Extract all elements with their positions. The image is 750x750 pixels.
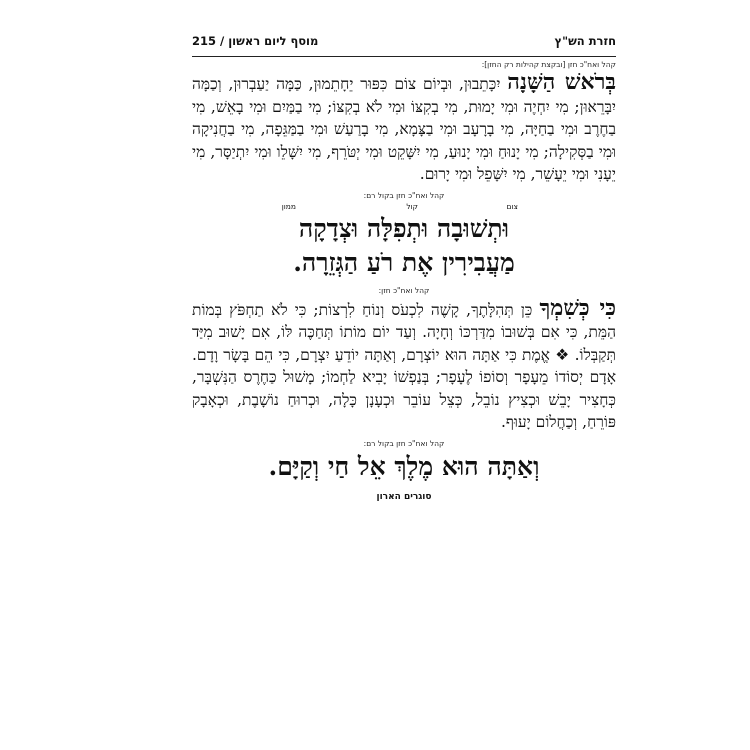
bold-line-3: וְאַתָּה הוּא מֶלֶךְ אֵל חַי וְקַיָּם. — [268, 451, 540, 481]
header-rule — [192, 56, 616, 57]
gloss-row — [280, 202, 528, 212]
header-section-title: חזרת הש"ץ — [554, 34, 616, 48]
paragraph-text: כֵּן תְּהִלָּתֶךָ, קָשֶׁה לִכְעֹס וְנוֹחַ לִרְצוֹת; כִּי לֹא תַחְפֹּץ בְּמוֹת הַמֵּת, כִּי אִם בְּשׁוּבוֹ מִדַּרְכּוֹ וְחָיָה. וְעַד יוֹם מוֹתוֹ תְּחַכֶּה לּוֹ, אִם יָשׁוּב מִיַּד תְּקַבְּלוֹ. ❖ אֱמֶת כִּי אַתָּה הוּא יוֹצְרָם, וְאַתָּה יוֹדֵעַ יִצְרָם, כִּי הֵם בָּשָׂר וָדָם. אָדָם יְסוֹדוֹ מֵעָפָר וְסוֹפוֹ לֶעָפָר; בְּנַפְשׁוֹ יָבִיא לַחְמוֹ; מָשׁוּל כַּחֶרֶס הַנִּשְׁבָּר, כְּחָצִיר יָבֵשׁ וּכְצִיץ נוֹבֵל, כְּצֵל עוֹבֵר וּכְעָנָן כָּלָה, וּכְרוּחַ נוֹשָׁבֶת, וּכְאָבָק פּוֹרֵחַ, וְכַחֲלוֹם יָעוּף. — [192, 300, 616, 431]
header-page-title: מוסף ליום ראשון / 215 — [192, 34, 319, 48]
prayer-paragraph-1 — [192, 71, 616, 186]
gloss-voice: קול — [406, 201, 418, 211]
opening-words: כִּי כְּשִׁמְךָ — [539, 294, 617, 321]
instruction-note: קהל ואח"כ חזן בקול רם: — [363, 190, 445, 200]
footer-instruction: סוגרים הארון — [376, 491, 432, 502]
gloss-money: ממון — [281, 201, 296, 211]
instruction-note: קהל ואח"כ חזן: — [378, 285, 430, 295]
gloss-fast: צום — [506, 201, 518, 211]
paragraph-text: יִכָּתֵבוּן, וּבְיוֹם צוֹם כִּפּוּר יֵחָתֵמוּן, כַּמָּה יַעַבְרוּן, וְכַמָּה יִבָּרֵאוּן; מִי יִחְיֶה וּמִי יָמוּת, מִי בְקִצּוֹ וּמִי לֹא בְקִצּוֹ; מִי בַמַּיִם וּמִי בָאֵשׁ, מִי בַחֶרֶב וּמִי בַחַיָּה, מִי בָרָעָב וּמִי בַצָּמָא, מִי בָרַעַשׁ וּמִי בַמַּגֵּפָה, מִי בַחֲנִיקָה וּמִי בַסְּקִילָה; מִי יָנוּחַ וּמִי יָנוּעַ, מִי יִשָּׁקֵט וּמִי יְטֹּרֵף, מִי יִשָּׁלֵו וּמִי יִתְיַסָּר, מִי יֵעָנִי וּמִי יֵעָשֵׁר, מִי יִשָּׁפֵל וּמִי יָרוּם. — [192, 75, 616, 183]
bold-line-2: מַעֲבִירִין אֶת רֹעַ הַגְּזֵרָה. — [293, 247, 515, 277]
bold-line-1: וּתְשׁוּבָה וּתְפִלָּה וּצְדָקָה — [298, 213, 510, 243]
page-header — [192, 34, 616, 54]
prayer-paragraph-2 — [192, 294, 617, 434]
instruction-note: קהל ואח"כ חזן [ובקצת קהילות רק החזן]: — [481, 60, 616, 69]
prayer-page — [192, 34, 616, 724]
instruction-note: קהל ואח"כ חזן בקול רם: — [363, 438, 445, 448]
opening-words: בְּרֹאשׁ הַשָּׁנָה — [507, 69, 616, 95]
